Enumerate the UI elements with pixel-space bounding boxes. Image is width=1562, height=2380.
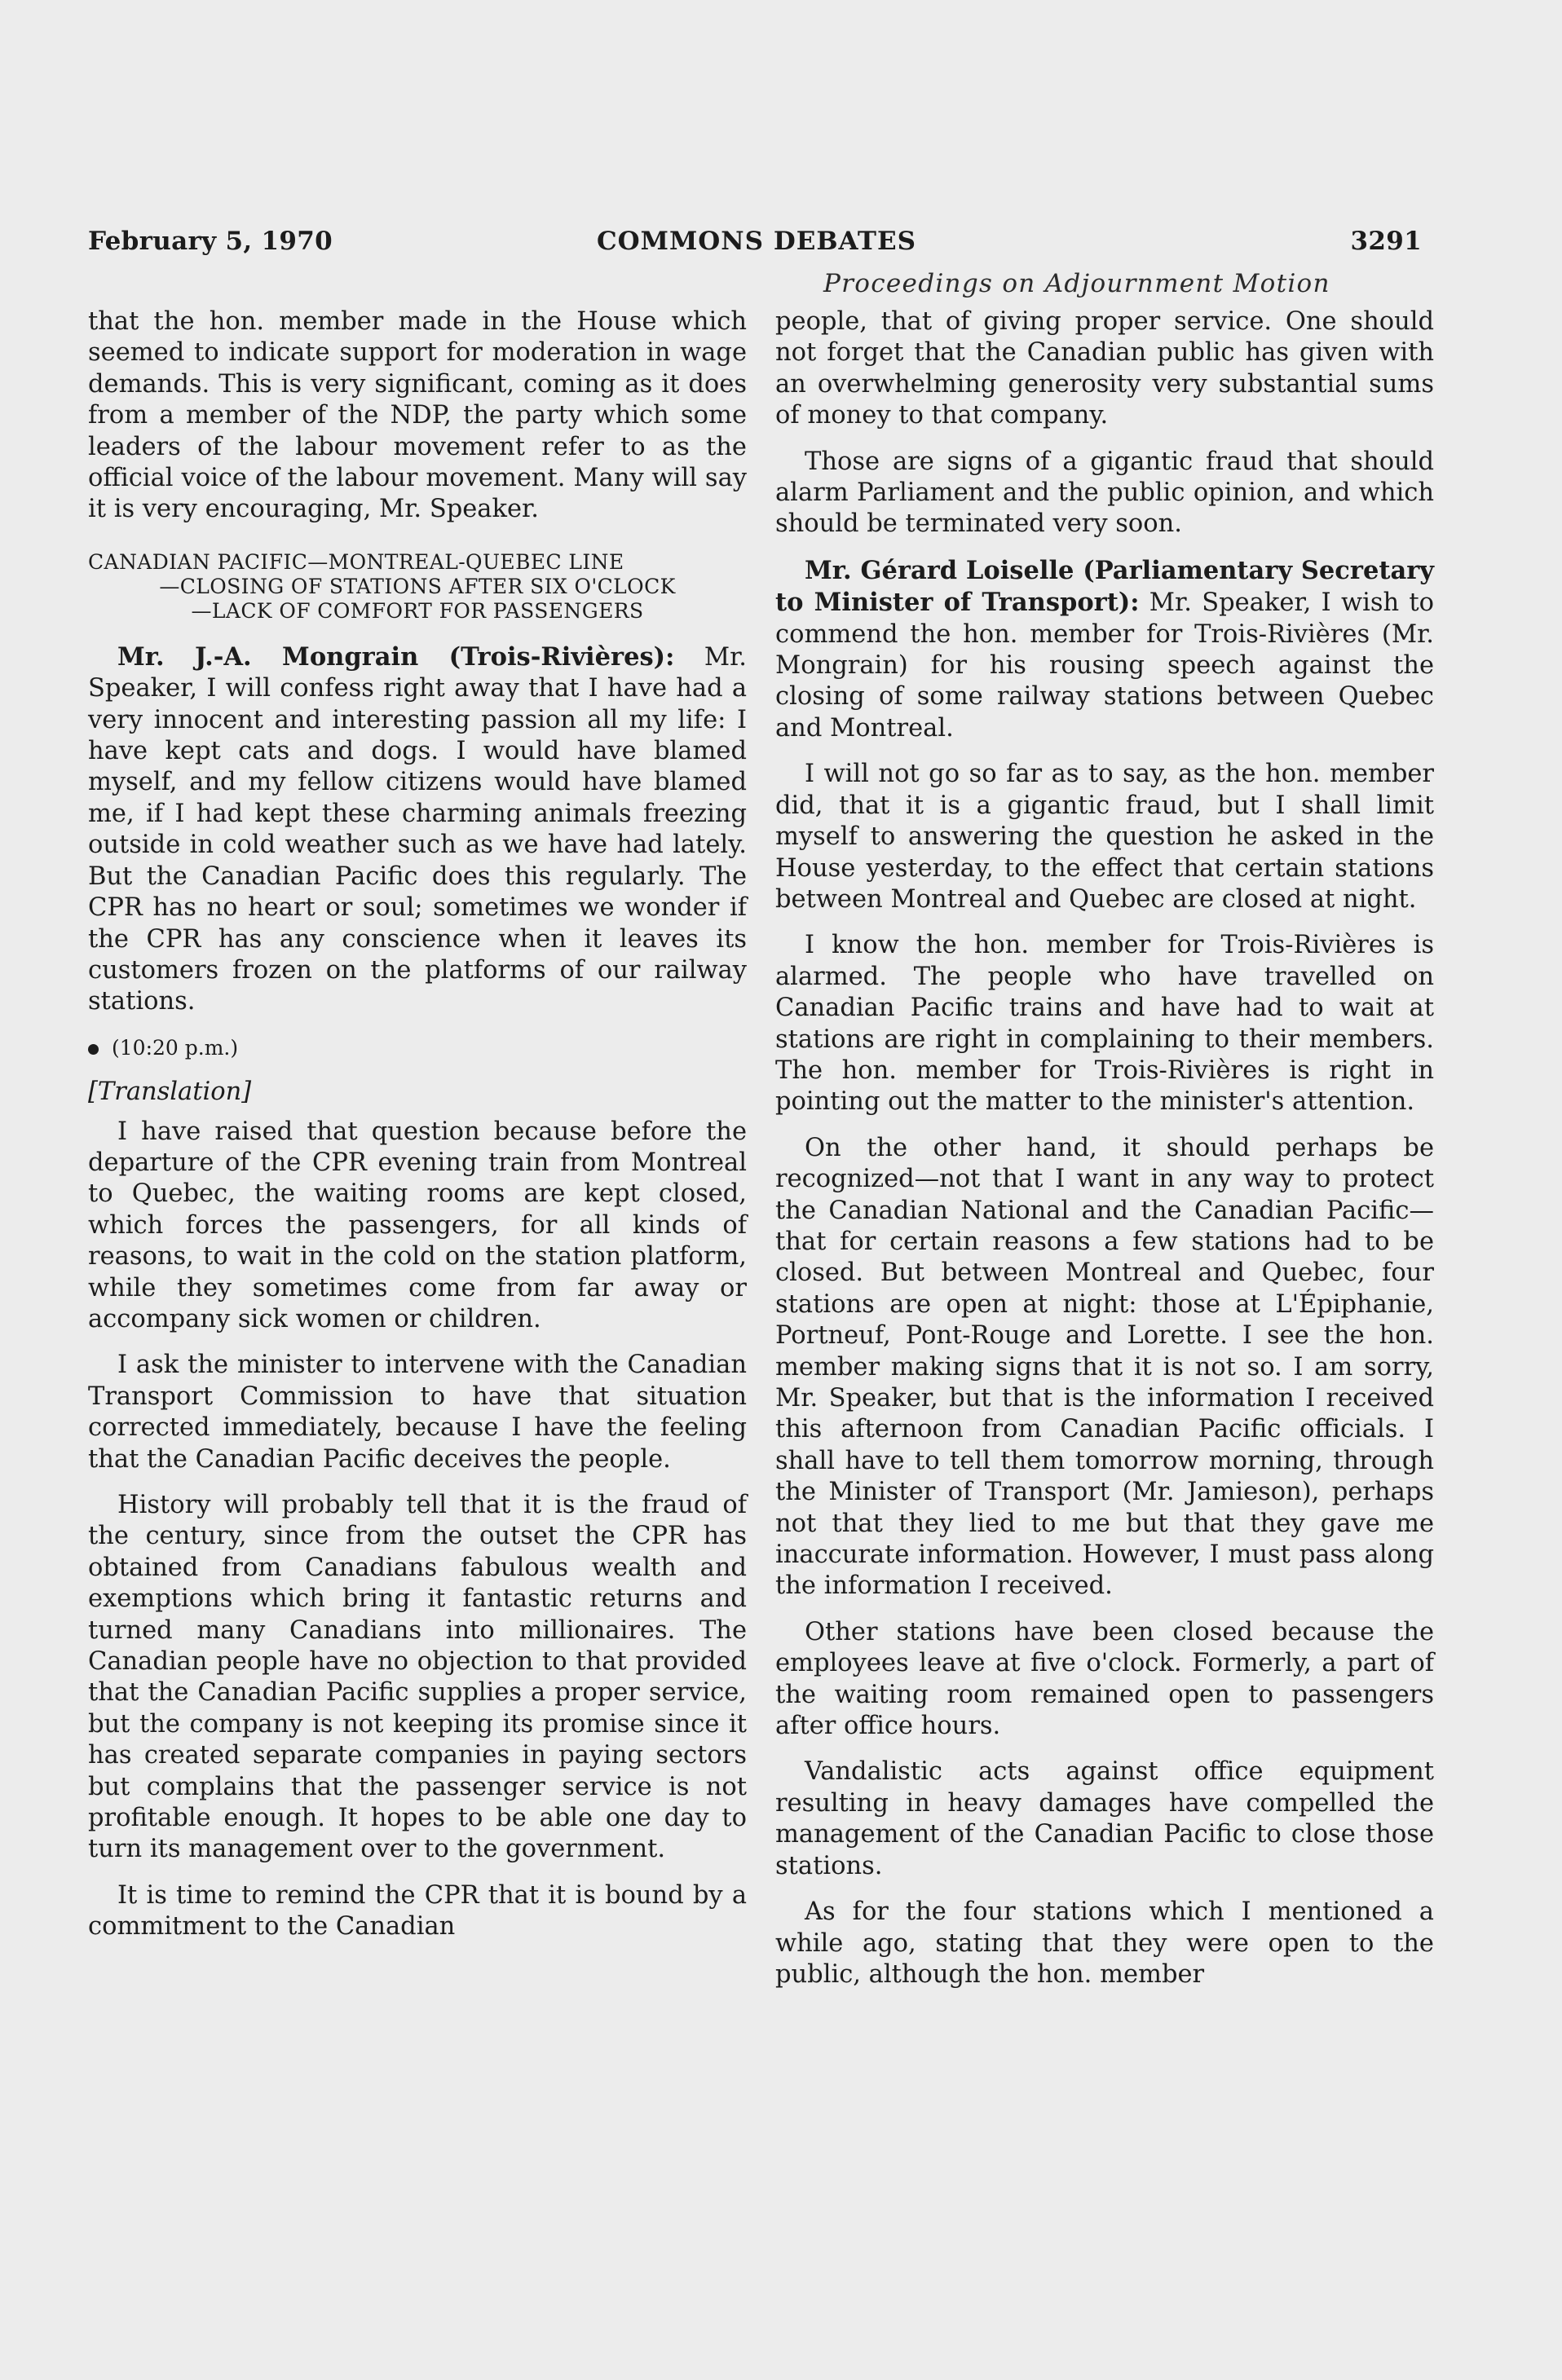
header-title: COMMONS DEBATES <box>597 227 916 256</box>
timestamp <box>88 1033 747 1064</box>
timestamp-text: (10:20 p.m.) <box>112 1035 239 1060</box>
speech-text: Mr. Speaker, I wish to commend the hon. member for Trois-Rivières (Mr. Mongrain) for his rousing speech against the closing of some railway stations between Quebec and Montreal. <box>775 588 1435 743</box>
paragraph: I have raised that question because before the departure of the CPR evening train from Montreal to Quebec, the waiting rooms are kept closed, which forces the passengers, for all kinds of reasons, to wait in the cold on the station platform, while they sometimes come from far away or accompany sick women or children. <box>88 1117 747 1333</box>
page-number: 3291 <box>1350 227 1422 256</box>
paragraph: that the hon. member made in the House which seemed to indicate support for moderation in wage demands. This is very significant, coming as it does from a member of the NDP, the party which some leaders of the labour movement refer to as the official voice of the labour movement. Many will say it is very encouraging, Mr. Speaker. <box>88 307 747 524</box>
right-column <box>775 306 1434 2005</box>
paragraph: I know the hon. member for Trois-Rivières is alarmed. The people who have travelled on Canadian Pacific trains and have had to wait at stations are right in complaining to their members. The hon. member for Trois-Rivières is right in pointing out the matter to the minister's attention. <box>775 931 1434 1117</box>
speech-paragraph <box>88 641 747 1018</box>
speaker-name: Mr. Gérard Loiselle (Parliamentary Secretary to Minister of Transport): <box>775 555 1434 618</box>
bullet-icon <box>88 1044 99 1055</box>
page-header <box>88 227 1422 266</box>
paragraph: Those are signs of a gigantic fraud that should alarm Parliament and the public opinion, and which should be terminated very soon. <box>775 447 1434 539</box>
section-heading <box>88 550 747 624</box>
paragraph: On the other hand, it should perhaps be recognized—not that I want in any way to protect the Canadian National and the Canadian Pacific—that for certain reasons a few stations had to be closed. But between Montreal and Quebec, four stations are open at night: those at L'Épiphanie, Portneuf, Pont-Rouge and Lorette. I see the hon. member making signs that it is not so. I am sorry, Mr. Speaker, but that is the information I received this afternoon from Canadian Pacific officials. I shall have to tell them tomorrow morning, through the Minister of Transport (Mr. Jamieson), perhaps not that they lied to me but that they gave me inaccurate information. However, I must pass along the information I received. <box>775 1133 1434 1601</box>
paragraph: As for the four stations which I mentioned a while ago, stating that they were open to the public, although the hon. member <box>775 1897 1434 1989</box>
header-date: February 5, 1970 <box>88 227 333 256</box>
paragraph: I will not go so far as to say, as the hon. member did, that it is a gigantic fraud, but I shall limit myself to answering the question he asked in the House yesterday, to the effect that certain stations between Montreal and Quebec are closed at night. <box>775 760 1434 914</box>
paragraph: I ask the minister to intervene with the Canadian Transport Commission to have that situation corrected immediately, because I have the feeling that the Canadian Pacific deceives the people. <box>88 1351 747 1474</box>
translation-note: [Translation] <box>88 1078 252 1107</box>
paragraph: It is time to remind the CPR that it is bound by a commitment to the Canadian <box>88 1880 747 1941</box>
speech-paragraph <box>775 555 1434 744</box>
paragraph: Vandalistic acts against office equipment resulting in heavy damages have compelled the management of the Canadian Pacific to close those stations. <box>775 1757 1434 1880</box>
speech-text: Mr. Speaker, I will confess right away that I have had a very innocent and interesting passion all my life: I have kept cats and dogs. I would have blamed myself, and my fellow citizens would have blamed me, if I had kept these charming animals freezing outside in cold weather such as we have had lately. But the Canadian Pacific does this regularly. The CPR has no heart or soul; sometimes we wonder if the CPR has any conscience when it leaves its customers frozen on the platforms of our railway stations. <box>88 642 747 1016</box>
speaker-name: Mr. J.-A. Mongrain (Trois-Rivières): <box>117 641 675 672</box>
heading-line: —LACK OF COMFORT FOR PASSENGERS <box>191 598 644 623</box>
left-column <box>88 306 747 1958</box>
heading-line: —CLOSING OF STATIONS AFTER SIX O'CLOCK <box>159 574 676 598</box>
running-title: Proceedings on Adjournment Motion <box>823 269 1330 298</box>
heading-line: CANADIAN PACIFIC—MONTREAL-QUEBEC LINE <box>88 549 624 574</box>
paragraph: people, that of giving proper service. One should not forget that the Canadian public has given with an overwhelming generosity very substantial sums of money to that company. <box>775 307 1434 430</box>
paragraph: History will probably tell that it is the fraud of the century, since from the outset the CPR has obtained from Canadians fabulous wealth and exemptions which bring it fantastic returns and turned many Canadians into millionaires. The Canadian people have no objection to that provided that the Canadian Pacific supplies a proper service, but the company is not keeping its promise since it has created separate companies in paying sectors but complains that the passenger service is not profitable enough. It hopes to be able one day to turn its management over to the government. <box>88 1491 747 1864</box>
paragraph: Other stations have been closed because the employees leave at five o'clock. Formerly, a part of the waiting room remained open to passengers after office hours. <box>775 1617 1434 1741</box>
